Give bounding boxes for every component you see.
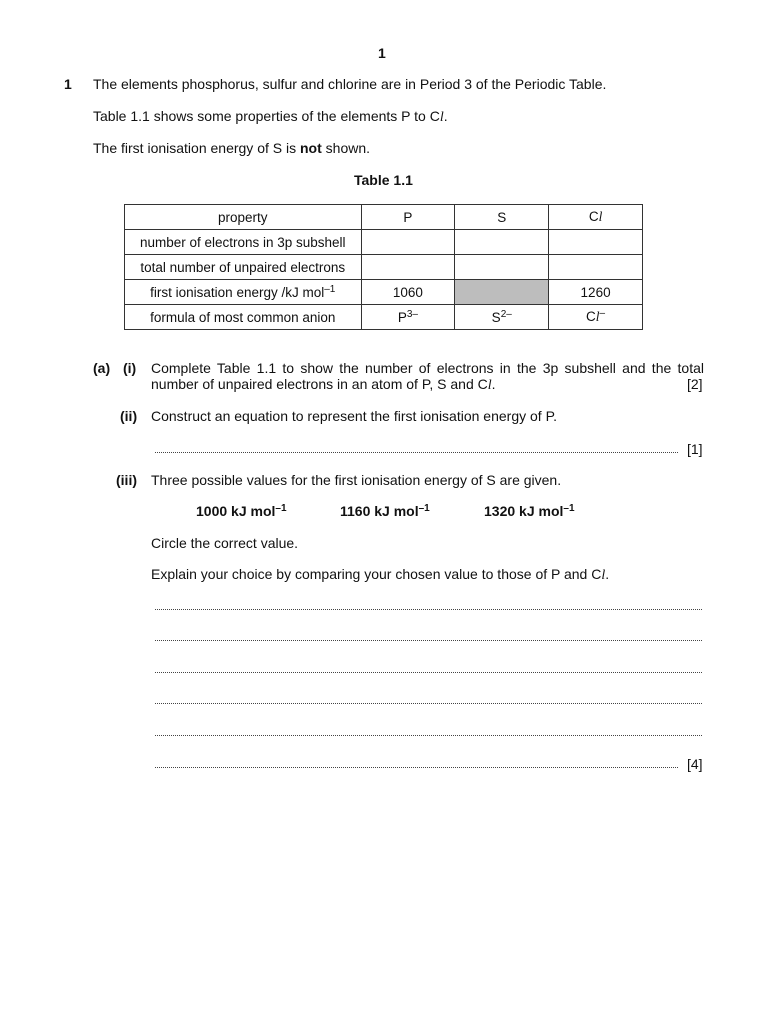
- answer-line-iii-3[interactable]: [155, 672, 702, 673]
- part-a-i-label: (i): [123, 360, 137, 376]
- answer-line-iii-1[interactable]: [155, 609, 702, 610]
- cell-ie-s-shaded: [455, 280, 549, 305]
- part-a-ii-text: Construct an equation to represent the first ionisation energy of P.: [151, 408, 557, 424]
- table-reference-post: .: [443, 108, 448, 124]
- anion-cl-charge: –: [599, 308, 606, 319]
- ionisation-label-sup: –1: [324, 283, 336, 295]
- part-a-ii-marks: [1]: [687, 441, 703, 457]
- answer-line-iii-6[interactable]: [155, 767, 678, 768]
- not-shown-pre: The first ionisation energy of S is: [93, 140, 300, 156]
- explain-post: .: [605, 566, 610, 582]
- value-1160-unit-sup: –1: [418, 503, 430, 514]
- anion-cl-l: l: [595, 309, 600, 324]
- part-a-i-line2-pre: number of unpaired electrons in an atom of P, S and C: [151, 376, 488, 392]
- answer-line-ii[interactable]: [155, 452, 678, 453]
- cell-3p-p[interactable]: [361, 230, 455, 255]
- header-cl-l: l: [598, 209, 603, 224]
- circle-instruction: Circle the correct value.: [151, 535, 299, 551]
- cell-anion-cl: [549, 305, 643, 330]
- anion-s-charge: 2–: [500, 308, 512, 320]
- row-label-unpaired-electrons: total number of unpaired electrons: [125, 255, 362, 280]
- value-option-1160[interactable]: [340, 503, 430, 519]
- part-a-i-line2: [151, 376, 496, 394]
- table-row: [125, 255, 643, 280]
- explain-l: l: [601, 568, 606, 583]
- question-intro: The elements phosphorus, sulfur and chlorine are in Period 3 of the Periodic Table.: [93, 76, 607, 92]
- part-a-ii-label: (ii): [120, 408, 138, 424]
- value-1000-unit-sup: –1: [275, 503, 287, 514]
- part-a-i-line2-post: .: [491, 376, 496, 392]
- explain-pre: Explain your choice by comparing your chosen value to those of P and C: [151, 566, 602, 582]
- table-reference-pre: Table 1.1 shows some properties of the elements P to C: [93, 108, 440, 124]
- row-label-ionisation-energy: [125, 280, 362, 305]
- table-header-row: [125, 205, 643, 230]
- part-a-i-marks: [2]: [687, 376, 703, 392]
- header-p: P: [361, 205, 455, 230]
- part-a-i-line2-l: l: [487, 378, 492, 393]
- part-a-iii-label: (iii): [116, 472, 137, 488]
- answer-line-iii-5[interactable]: [155, 735, 702, 736]
- anion-p-charge: 3–: [406, 308, 418, 320]
- table-row: [125, 230, 643, 255]
- table-reference-l: l: [439, 110, 444, 125]
- not-shown-post: shown.: [321, 140, 371, 156]
- anion-s-symbol: S: [491, 309, 501, 325]
- anion-cl-symbol: C: [586, 309, 596, 324]
- not-shown-bold: not: [300, 140, 322, 156]
- not-shown-text: [93, 140, 370, 156]
- header-cl: [549, 205, 643, 230]
- value-option-1320[interactable]: [484, 503, 575, 519]
- table-caption: Table 1.1: [354, 172, 413, 188]
- value-1320-unit-sup: –1: [563, 503, 575, 514]
- table-reference-text: [93, 108, 448, 126]
- value-1320-num: 1320 kJ mol: [484, 503, 564, 519]
- value-1160-num: 1160 kJ mol: [340, 503, 419, 519]
- part-a-i-line1: Complete Table 1.1 to show the number of electrons in the 3p subshell and the total: [151, 360, 704, 376]
- cell-unpaired-p[interactable]: [361, 255, 455, 280]
- question-number: 1: [64, 76, 72, 92]
- cell-ie-cl: 1260: [549, 280, 643, 305]
- table-row: [125, 305, 643, 330]
- answer-line-iii-4[interactable]: [155, 703, 702, 704]
- cell-anion-p: [361, 305, 455, 330]
- header-property: property: [125, 205, 362, 230]
- header-s: S: [455, 205, 549, 230]
- cell-anion-s: [455, 305, 549, 330]
- cell-3p-cl[interactable]: [549, 230, 643, 255]
- part-a-label: (a): [93, 360, 111, 376]
- explain-instruction: [151, 566, 609, 584]
- answer-line-iii-2[interactable]: [155, 640, 702, 641]
- cell-unpaired-cl[interactable]: [549, 255, 643, 280]
- anion-p-symbol: P: [397, 309, 407, 325]
- cell-ie-p: 1060: [361, 280, 455, 305]
- row-label-3p-electrons: number of electrons in 3p subshell: [125, 230, 362, 255]
- row-label-anion: formula of most common anion: [125, 305, 362, 330]
- table-row: [125, 280, 643, 305]
- properties-table: [124, 204, 643, 330]
- part-a-iii-marks: [4]: [687, 756, 703, 772]
- ionisation-label-text: first ionisation energy /kJ mol: [150, 284, 325, 300]
- page-number: 1: [378, 45, 386, 61]
- part-a-iii-text: Three possible values for the first ionisation energy of S are given.: [151, 472, 562, 488]
- value-1000-num: 1000 kJ mol: [196, 503, 276, 519]
- value-option-1000[interactable]: [196, 503, 287, 519]
- cell-unpaired-s[interactable]: [455, 255, 549, 280]
- header-cl-c: C: [588, 209, 599, 224]
- cell-3p-s[interactable]: [455, 230, 549, 255]
